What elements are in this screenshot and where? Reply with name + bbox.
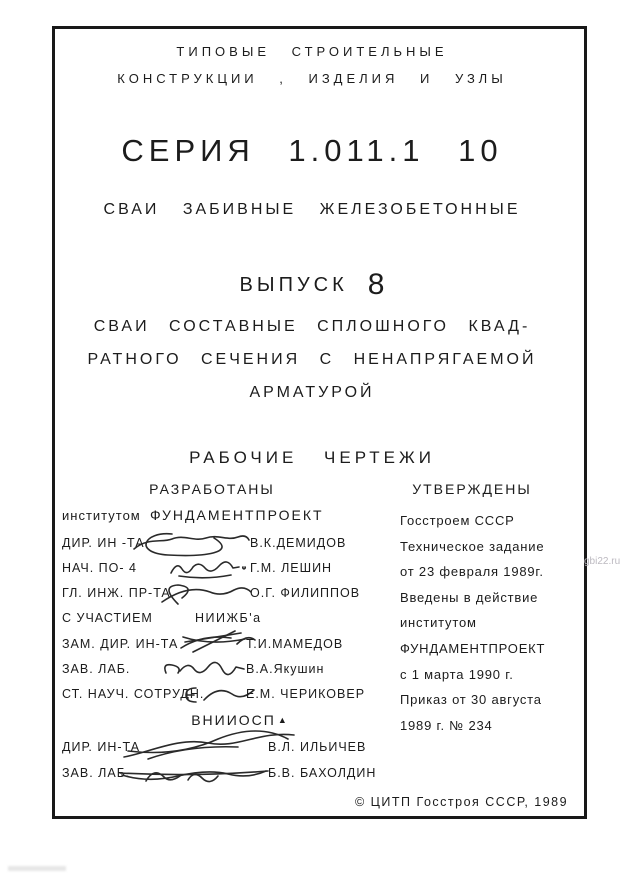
signatory-row <box>62 586 397 612</box>
scan-artifact <box>8 866 66 871</box>
signatory-name: В.К.ДЕМИДОВ <box>250 536 347 550</box>
developed-heading: РАЗРАБОТАНЫ <box>149 481 275 497</box>
signatory-title: СТ. НАУЧ. СОТРУДН. <box>62 687 205 701</box>
participation-label: С УЧАСТИЕМ <box>62 611 153 625</box>
header-line-1: ТИПОВЫЕ СТРОИТЕЛЬНЫЕ <box>176 44 448 59</box>
approved-column <box>400 508 595 738</box>
copyright-line: © ЦИТП Госстроя СССР, 1989 <box>355 795 569 809</box>
signature-bakholdin <box>118 761 270 787</box>
signatory-title: НАЧ. ПО- 4 <box>62 561 137 575</box>
triangle-mark: ▲ <box>277 715 289 725</box>
doc-type-title: РАБОЧИЕ ЧЕРТЕЖИ <box>189 448 435 467</box>
header-line-2: КОНСТРУКЦИИ , ИЗДЕЛИЯ И УЗЛЫ <box>117 71 507 86</box>
signatory-row <box>62 766 397 792</box>
institute-label: институтом <box>62 508 141 523</box>
signature-cherikover <box>180 682 256 708</box>
subject-title: СВАИ ЗАБИВНЫЕ ЖЕЛЕЗОБЕТОННЫЕ <box>103 201 521 218</box>
signatory-name: Б.В. БАХОЛДИН <box>268 766 377 780</box>
description-line: СВАИ СОСТАВНЫЕ СПЛОШНОГО КВАД- <box>93 318 531 335</box>
signatory-name: О.Г. ФИЛИППОВ <box>250 586 361 600</box>
vniiosp-org: ВНИИОСП <box>191 712 276 728</box>
description-block <box>0 310 624 409</box>
issue-number: 8 <box>367 268 385 301</box>
signatory-name: Г.М. ЛЕШИН <box>250 561 333 575</box>
approved-heading: УТВЕРЖДЕНЫ <box>412 481 532 497</box>
signatory-title: ЗАВ. ЛАБ. <box>62 766 131 780</box>
signature-filippov <box>152 580 254 608</box>
signatory-title: ДИР. ИН -ТА <box>62 536 145 550</box>
description-line: РАТНОГО СЕЧЕНИЯ С НЕНАПРЯГАЕМОЙ <box>87 351 537 368</box>
watermark-text: gbi22.ru <box>584 556 621 567</box>
institute-name: ФУНДАМЕНТПРОЕКТ <box>150 507 324 523</box>
signatory-name: В.А.Якушин <box>246 662 325 676</box>
issue-label: ВЫПУСК <box>239 274 348 296</box>
approved-line: ФУНДАМЕНТПРОЕКТ <box>400 640 546 656</box>
approved-line: Госстроем СССР <box>400 513 515 528</box>
signature-leshin <box>165 557 248 580</box>
signatory-title: ЗАМ. ДИР. ИН-ТА <box>62 637 179 651</box>
approved-line: 1989 г. № 234 <box>400 717 493 733</box>
issue-line <box>0 268 624 302</box>
institute-row <box>62 508 392 523</box>
approved-line: с 1 марта 1990 г. <box>400 666 514 682</box>
description-line: АРМАТУРОЙ <box>249 384 375 401</box>
approved-line: Приказ от 30 августа <box>400 692 542 708</box>
signature-yakushin <box>158 657 250 680</box>
approved-line: Техническое задание <box>400 538 545 554</box>
approved-line: от 23 февраля 1989г. <box>400 564 544 580</box>
series-title: СЕРИЯ 1.011.1 10 <box>121 133 503 168</box>
approved-line: институтом <box>400 615 477 631</box>
signature-demidov <box>128 529 252 559</box>
signatory-title: ЗАВ. ЛАБ. <box>62 662 131 676</box>
participation-org: НИИЖБ'а <box>195 611 262 625</box>
signatory-title: ДИР. ИН-ТА <box>62 740 141 754</box>
signatory-name: Е.М. ЧЕРИКОВЕР <box>246 687 366 701</box>
signatory-name: Т.И.МАМЕДОВ <box>246 637 344 651</box>
approved-line: Введены в действие <box>400 589 539 605</box>
signatory-title: ГЛ. ИНЖ. ПР-ТА <box>62 586 171 600</box>
signatory-row <box>62 687 397 713</box>
signatory-name: В.Л. ИЛЬИЧЕВ <box>268 740 367 754</box>
